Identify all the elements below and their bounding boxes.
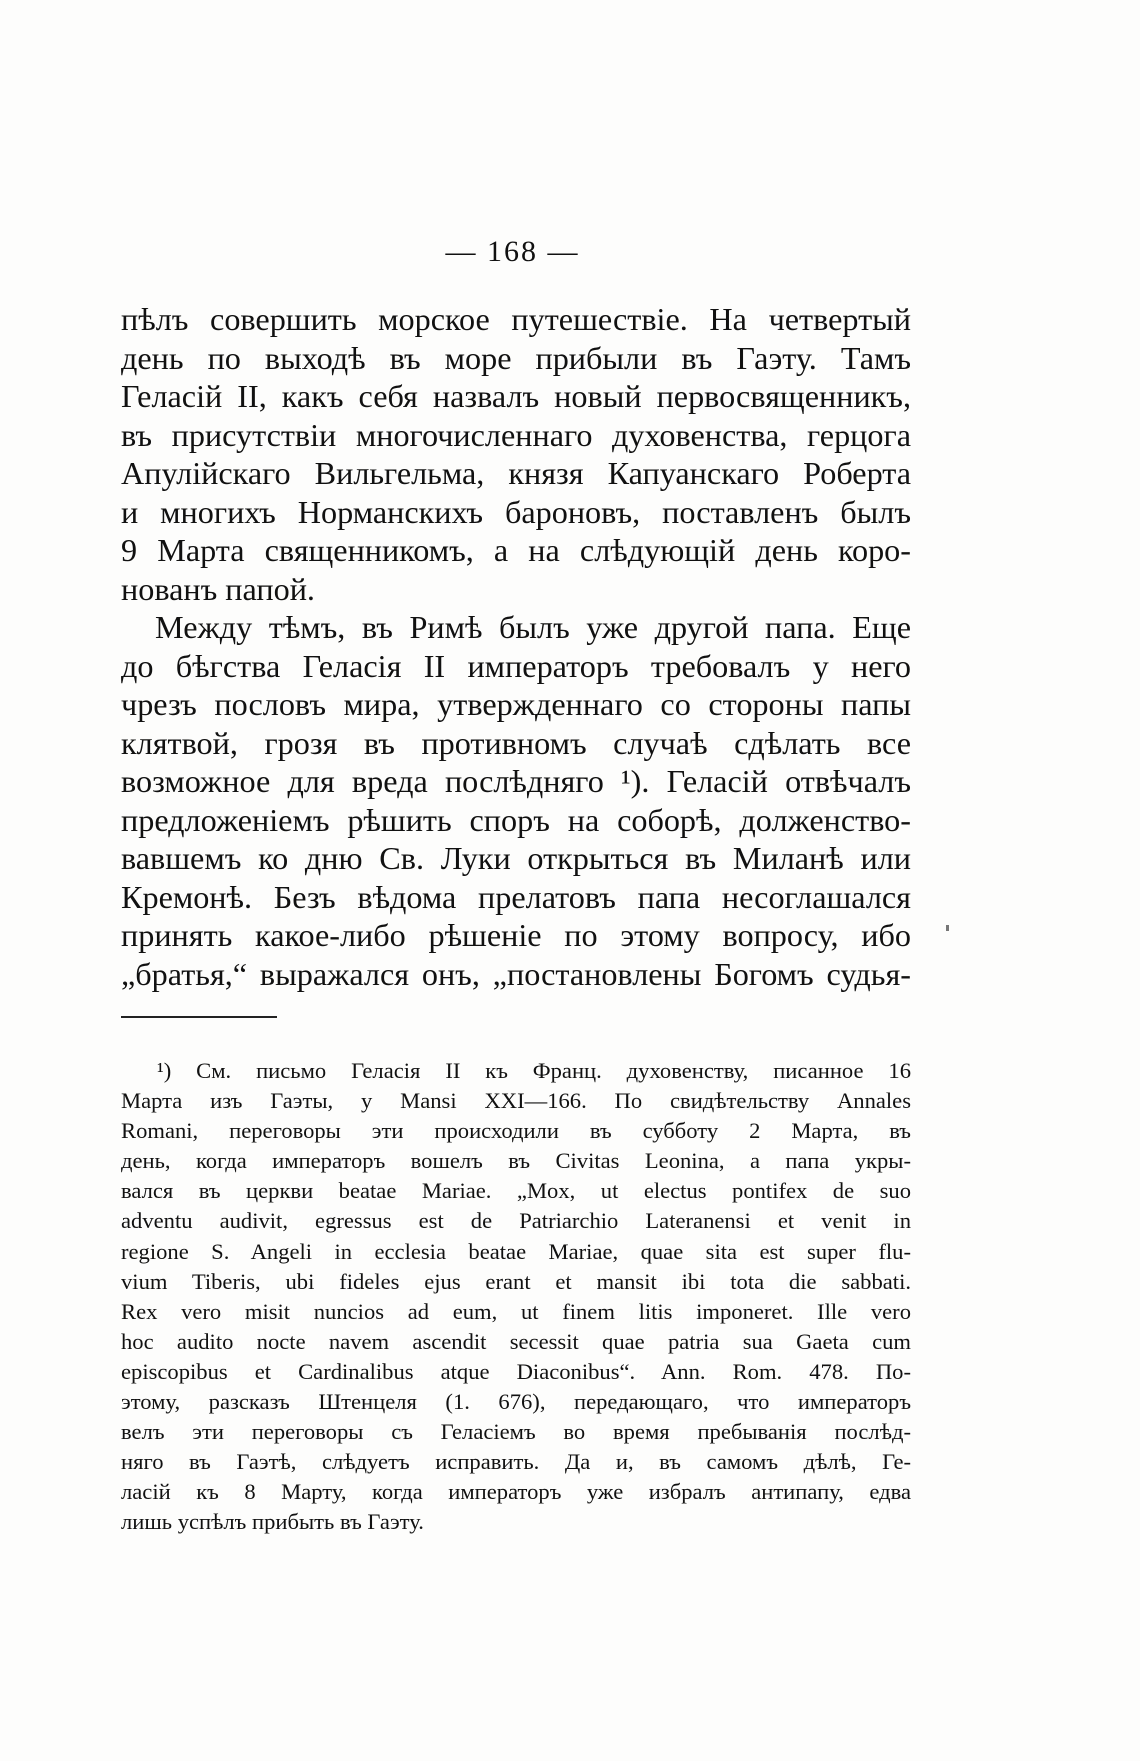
footnote-line: день, когда императоръ вошелъ въ Civitas Leonina, а папа укры- [121,1148,911,1174]
main-text-line: принять какое-либо рѣшеніе по этому вопросу, ибо [121,917,911,953]
footnote-line: Romani, переговоры эти происходили въ субботу 2 Марта, въ [121,1118,911,1144]
footnote-line: велъ эти переговоры съ Геласіемъ во время пребыванія послѣд- [121,1419,911,1445]
footnote-line: вался въ церкви beatae Mariae. „Mox, ut electus pontifex de suo [121,1178,911,1204]
footnote-line: vium Tiberis, ubi fideles ejus erant et mansit ibi tota die sabbati. [121,1268,911,1294]
main-text-line: до бѣгства Геласія II императоръ требовалъ у него [121,647,911,684]
main-text-line: нованъ папой. [121,570,315,607]
footnotes [121,1056,911,1538]
main-text-line: день по выходѣ въ море прибыли въ Гаэту. Тамъ [121,339,911,376]
main-text-line: и многихъ Норманскихъ бароновъ, поставленъ былъ [121,493,911,530]
main-text-line: предложеніемъ рѣшить споръ на соборѣ, долженство- [121,801,911,838]
footnote-line: episcopibus et Cardinalibus atque Diaconibus“. Ann. Rom. 478. По- [121,1358,911,1384]
main-text-line: Геласій II, какъ себя назвалъ новый первосвященникъ, [121,378,911,414]
main-text-line: пѣлъ совершить морское путешествіе. На четвертый [121,301,911,337]
main-text-line: Апулійскаго Вильгельма, князя Капуанскаго Роберта [121,455,911,491]
footnote-line: hoc audito nocte navem ascendit secessit quae patria sua Gaeta cum [121,1328,911,1354]
footnote-line: adventu audivit, egressus est de Patriarchio Lateranensi et venit in [121,1208,911,1234]
main-text-line: Между тѣмъ, въ Римѣ былъ уже другой папа. Еще [155,609,911,645]
main-text-line: вавшемъ ко дню Св. Луки открыться въ Миланѣ или [121,840,911,876]
footnote-line: regione S. Angeli in ecclesia beatae Mariae, quae sita est super flu- [121,1238,911,1264]
main-text-line: возможное для вреда послѣдняго ¹). Геласій отвѣчалъ [121,763,911,799]
main-text-line: чрезъ пословъ мира, утвержденнаго со стороны папы [121,686,911,722]
footnote-line: ласій къ 8 Марту, когда императоръ уже избралъ антипапу, едва [121,1479,911,1505]
page-number: — 168 — [445,235,580,268]
footnote-line: Марта изъ Гаэты, у Mansi XXI—166. По свидѣтельству Annales [121,1088,911,1114]
main-text-line: 9 Марта священникомъ, а на слѣдующій день коро- [121,532,911,568]
footnote-line: няго въ Гаэтѣ, слѣдуетъ исправить. Да и, въ самомъ дѣлѣ, Ге- [121,1449,911,1475]
footnote-divider [121,1016,277,1018]
footnote-line: Rex vero misit nuncios ad eum, ut finem litis imponeret. Ille vero [121,1298,911,1324]
footnote-line: лишь успѣлъ прибыть въ Гаэту. [121,1509,424,1535]
main-text-line: клятвой, грозя въ противномъ случаѣ сдѣлать все [121,724,911,761]
main-text-line: въ присутствіи многочисленнаго духовенства, герцога [121,416,911,453]
footnote-line: ¹) См. письмо Геласія II къ Франц. духовенству, писанное 16 [157,1058,911,1083]
main-text-line: „братья,“ выражался онъ, „постановлены Богомъ судья- [121,955,911,992]
margin-mark [946,925,949,931]
main-text [121,300,911,993]
footnote-line: этому, разсказъ Штенцеля (1. 676), передающаго, что императоръ [121,1389,911,1415]
main-text-line: Кремонѣ. Безъ вѣдома прелатовъ папа несоглашался [121,878,911,915]
